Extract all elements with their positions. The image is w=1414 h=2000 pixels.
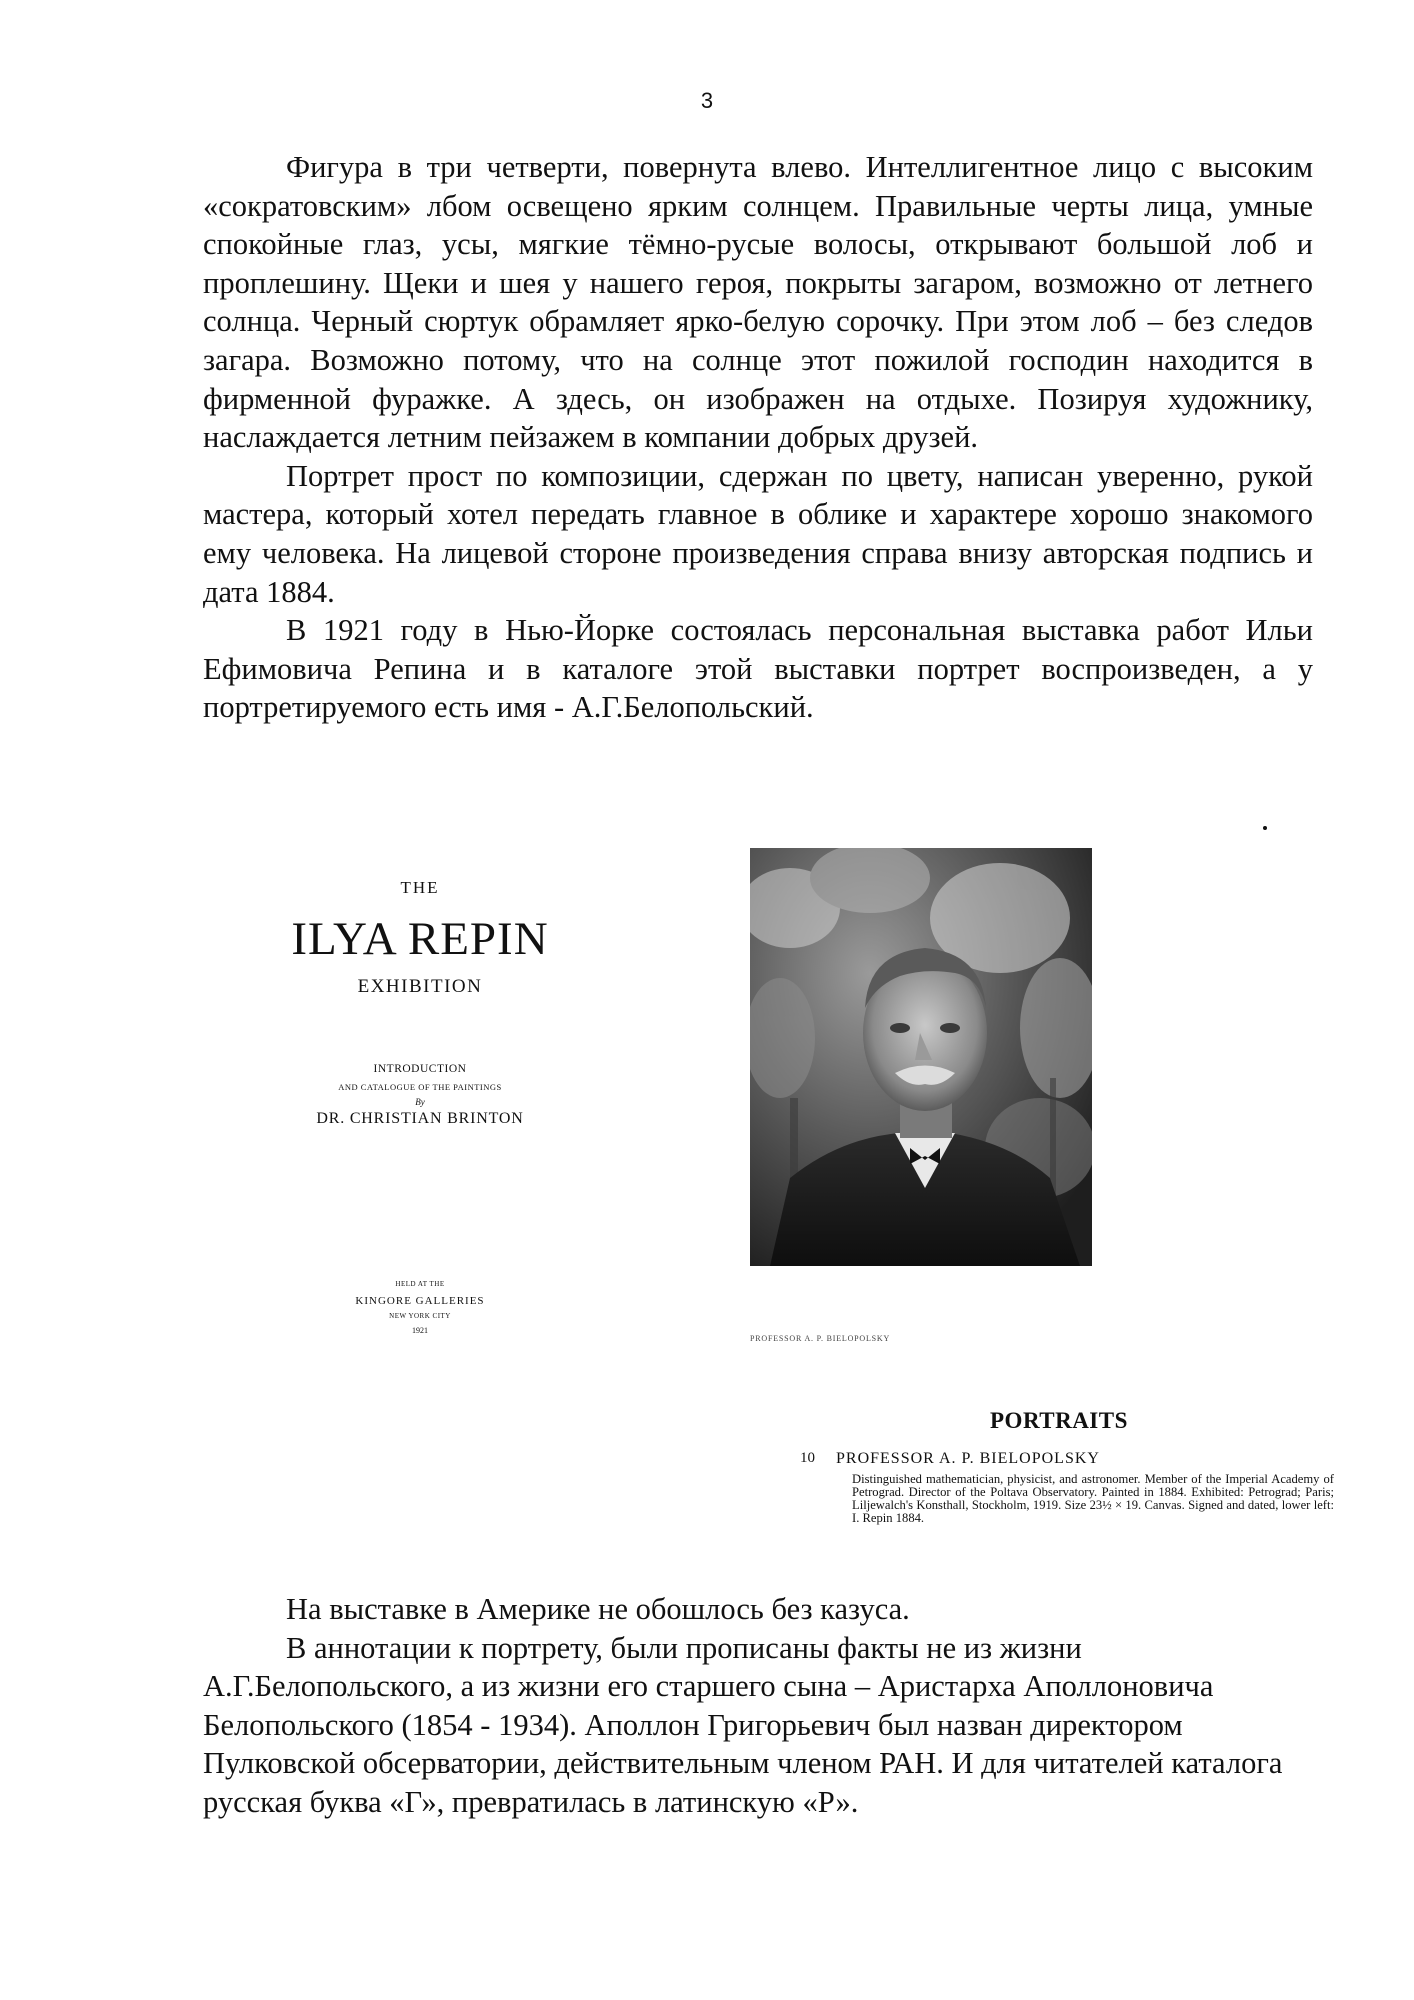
portrait-image [750, 848, 1092, 1266]
portrait-caption: PROFESSOR A. P. BIELOPOLSKY [750, 1334, 891, 1343]
catalogue-subtitle: EXHIBITION [357, 976, 483, 997]
bottom-text-block [203, 1590, 1313, 1822]
page-number: 3 [700, 88, 714, 113]
portraits-heading: PORTRAITS [990, 1408, 1128, 1433]
top-text-block [203, 148, 1313, 727]
paragraph-incident: На выставке в Америке не обошлось без казуса. [286, 1592, 910, 1626]
catalogue-held-at: HELD AT THE [395, 1280, 445, 1288]
catalogue-gallery: KINGORE GALLERIES [355, 1295, 485, 1307]
catalogue-city: NEW YORK CITY [389, 1312, 451, 1320]
paragraph-figure-description: Фигура в три четверти, повернута влево. Интеллигентное лицо с высоким «сократовским» лбом освещено ярким солнцем. Правильные черты лица, умные спокойные глаз, усы, мягкие тёмно-русые волосы, открывают большой лоб и проплешину. Щеки и шея у нашего героя, покрыты загаром, возможно от летнего солнца. Черный сюртук обрамляет ярко-белую сорочку. При этом лоб – без следов загара. Возможно потому, что на солнце этот пожилой господин находится в фирменной фуражке. А здесь, он изображен на отдыхе. Позируя художнику, наслаждается летним пейзажем в компании добрых друзей. [203, 150, 1313, 455]
entry-number: 10 [800, 1450, 815, 1466]
entry-description: Distinguished mathematician, physicist, and astronomer. Member of the Imperial Academy of Petrograd. Director of the Poltava Observatory. Painted in 1884. Exhibited: Petrograd; Paris; Liljewalch's Konsthall, Stockholm, 1919. Size 23½ × 19. Canvas. Signed and dated, lower left: I. Repin 1884. [852, 1472, 1334, 1525]
catalogue-and-catalogue: AND CATALOGUE OF THE PAINTINGS [338, 1082, 502, 1092]
catalogue-the: THE [400, 878, 440, 897]
catalogue-by: By [415, 1097, 425, 1107]
paragraph-annotation-error: В аннотации к портрету, были прописаны факты не из жизни А.Г.Белопольского, а из жизни его старшего сына – Аристарха Аполлоновича Белопольского (1854 - 1934). Аполлон Григорьевич был назван директором Пулковской обсерватории, действительным членом РАН. И для читателей каталога русская буква «Г», превратилась в латинскую «Р». [203, 1630, 1283, 1819]
catalogue-introduction: INTRODUCTION [373, 1063, 467, 1075]
paragraph-composition: Портрет прост по композиции, сдержан по цвету, написан уверенно, рукой мастера, который хотел передать главное в облике и характере хорошо знакомого ему человека. На лицевой стороне произведения справа внизу авторская подпись и дата 1884. [203, 458, 1313, 609]
stray-dot [1263, 826, 1267, 830]
catalogue-author: DR. CHRISTIAN BRINTON [316, 1110, 524, 1127]
catalogue-title: ILYA REPIN [291, 913, 549, 965]
paragraph-exhibition-1921: В 1921 году в Нью-Йорке состоялась персональная выставка работ Ильи Ефимовича Репина и в каталоге этой выставки портрет воспроизведен, а у портретируемого есть имя - А.Г.Белопольский. [203, 613, 1313, 725]
catalogue-year: 1921 [412, 1326, 428, 1335]
entry-title: PROFESSOR A. P. BIELOPOLSKY [836, 1450, 1100, 1467]
